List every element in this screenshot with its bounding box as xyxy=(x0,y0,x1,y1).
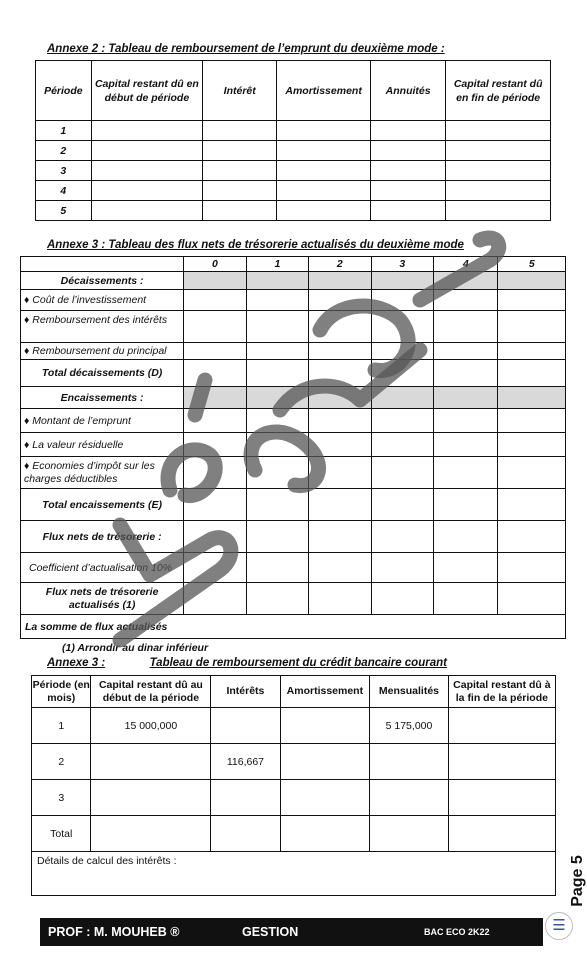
credit-header: Période (en mois) xyxy=(32,676,91,708)
cell-capital xyxy=(91,780,211,816)
cell-interets: 116,667 xyxy=(211,744,280,780)
table-row xyxy=(36,121,551,141)
cell-interets xyxy=(211,708,280,744)
year-header: 2 xyxy=(309,257,371,272)
cell-amort xyxy=(280,744,370,780)
year-header: 5 xyxy=(498,257,566,272)
row-label: La somme de flux actualisés xyxy=(21,615,566,639)
cell-mens xyxy=(370,744,449,780)
table-row xyxy=(32,708,556,744)
cell-capital xyxy=(91,744,211,780)
row-label: Encaissements : xyxy=(21,387,184,409)
year-header: 0 xyxy=(184,257,246,272)
cashflow-table xyxy=(20,256,566,639)
cell-mens xyxy=(370,780,449,816)
year-header: 1 xyxy=(246,257,308,272)
row-label: Coefficient d’actualisation 10% xyxy=(21,553,184,583)
row-label: ♦ Coût de l’investissement xyxy=(21,290,184,311)
table-row xyxy=(32,816,556,852)
row-label: ♦ Remboursement du principal xyxy=(21,343,184,360)
period-cell: 5 xyxy=(36,201,92,221)
footnote: (1) Arrondir au dinar inférieur xyxy=(62,642,209,654)
credit-header: Mensualités xyxy=(370,676,449,708)
cell-mens xyxy=(370,816,449,852)
footer-prof: PROF : M. MOUHEB ® xyxy=(48,925,180,939)
annexe3b-title: Tableau de remboursement du crédit bancaire courant xyxy=(149,657,447,669)
period-cell: 4 xyxy=(36,181,92,201)
table-row xyxy=(36,141,551,161)
row-label: ♦ Remboursement des intérêts xyxy=(21,311,184,343)
interest-details: Détails de calcul des intérêts : xyxy=(32,852,556,896)
cell-fin xyxy=(448,744,555,780)
footer-subject: GESTION xyxy=(242,925,299,939)
cell-periode: 2 xyxy=(32,744,91,780)
row-label: Flux nets de trésorerie actualisés (1) xyxy=(21,583,184,615)
row-label: ♦ Montant de l’emprunt xyxy=(21,409,184,433)
annexe2-header: Capital restant dû en début de période xyxy=(91,61,202,121)
cell-mens: 5 175,000 xyxy=(370,708,449,744)
annexe2-header: Capital restant dû en fin de période xyxy=(446,61,551,121)
cell-periode: 3 xyxy=(32,780,91,816)
row-label: Total encaissements (E) xyxy=(21,489,184,521)
cell-fin xyxy=(448,816,555,852)
year-header: 3 xyxy=(371,257,433,272)
annexe2-header: Intérêt xyxy=(203,61,277,121)
table-row xyxy=(36,201,551,221)
footer-exam: BAC ECO 2K22 xyxy=(424,927,490,937)
row-label: Décaissements : xyxy=(21,272,184,290)
annexe2-table xyxy=(35,60,551,221)
row-label: ♦ La valeur résiduelle xyxy=(21,433,184,457)
year-header: 4 xyxy=(434,257,498,272)
table-row xyxy=(32,744,556,780)
cell-interets xyxy=(211,816,280,852)
period-cell: 2 xyxy=(36,141,92,161)
footer-bar xyxy=(40,918,543,946)
cell-amort xyxy=(280,780,370,816)
annexe2-title: Annexe 2 : Tableau de remboursement de l’emprunt du deuxième mode : xyxy=(47,43,445,55)
credit-header: Amortissement xyxy=(280,676,370,708)
annexe3a-title: Annexe 3 : Tableau des flux nets de trésorerie actualisés du deuxième mode xyxy=(47,239,464,251)
row-label: Total décaissements (D) xyxy=(21,360,184,387)
menu-icon[interactable]: ☰ xyxy=(545,912,573,940)
period-cell: 3 xyxy=(36,161,92,181)
credit-header: Intérêts xyxy=(211,676,280,708)
page-number: Page 5 xyxy=(568,855,586,907)
annexe2-header: Amortissement xyxy=(277,61,371,121)
cell-amort xyxy=(280,816,370,852)
cell-fin xyxy=(448,708,555,744)
annexe2-header: Annuités xyxy=(370,61,445,121)
row-label: Flux nets de trésorerie : xyxy=(21,521,184,553)
credit-table xyxy=(31,675,556,896)
table-row xyxy=(32,780,556,816)
annexe3b-title-block xyxy=(47,657,447,669)
cell-capital: 15 000,000 xyxy=(91,708,211,744)
credit-header: Capital restant dû à la fin de la période xyxy=(448,676,555,708)
cell-periode: Total xyxy=(32,816,91,852)
cell-fin xyxy=(448,780,555,816)
cell-capital xyxy=(91,816,211,852)
cell-periode: 1 xyxy=(32,708,91,744)
cell-amort xyxy=(280,708,370,744)
period-cell: 1 xyxy=(36,121,92,141)
row-label: ♦ Economies d’impôt sur les charges déductibles xyxy=(21,457,184,489)
annexe2-header: Période xyxy=(36,61,92,121)
cell-interets xyxy=(211,780,280,816)
table-row xyxy=(36,161,551,181)
table-row xyxy=(36,181,551,201)
annexe3b-title-prefix: Annexe 3 : xyxy=(47,657,106,669)
credit-header: Capital restant dû au début de la période xyxy=(91,676,211,708)
